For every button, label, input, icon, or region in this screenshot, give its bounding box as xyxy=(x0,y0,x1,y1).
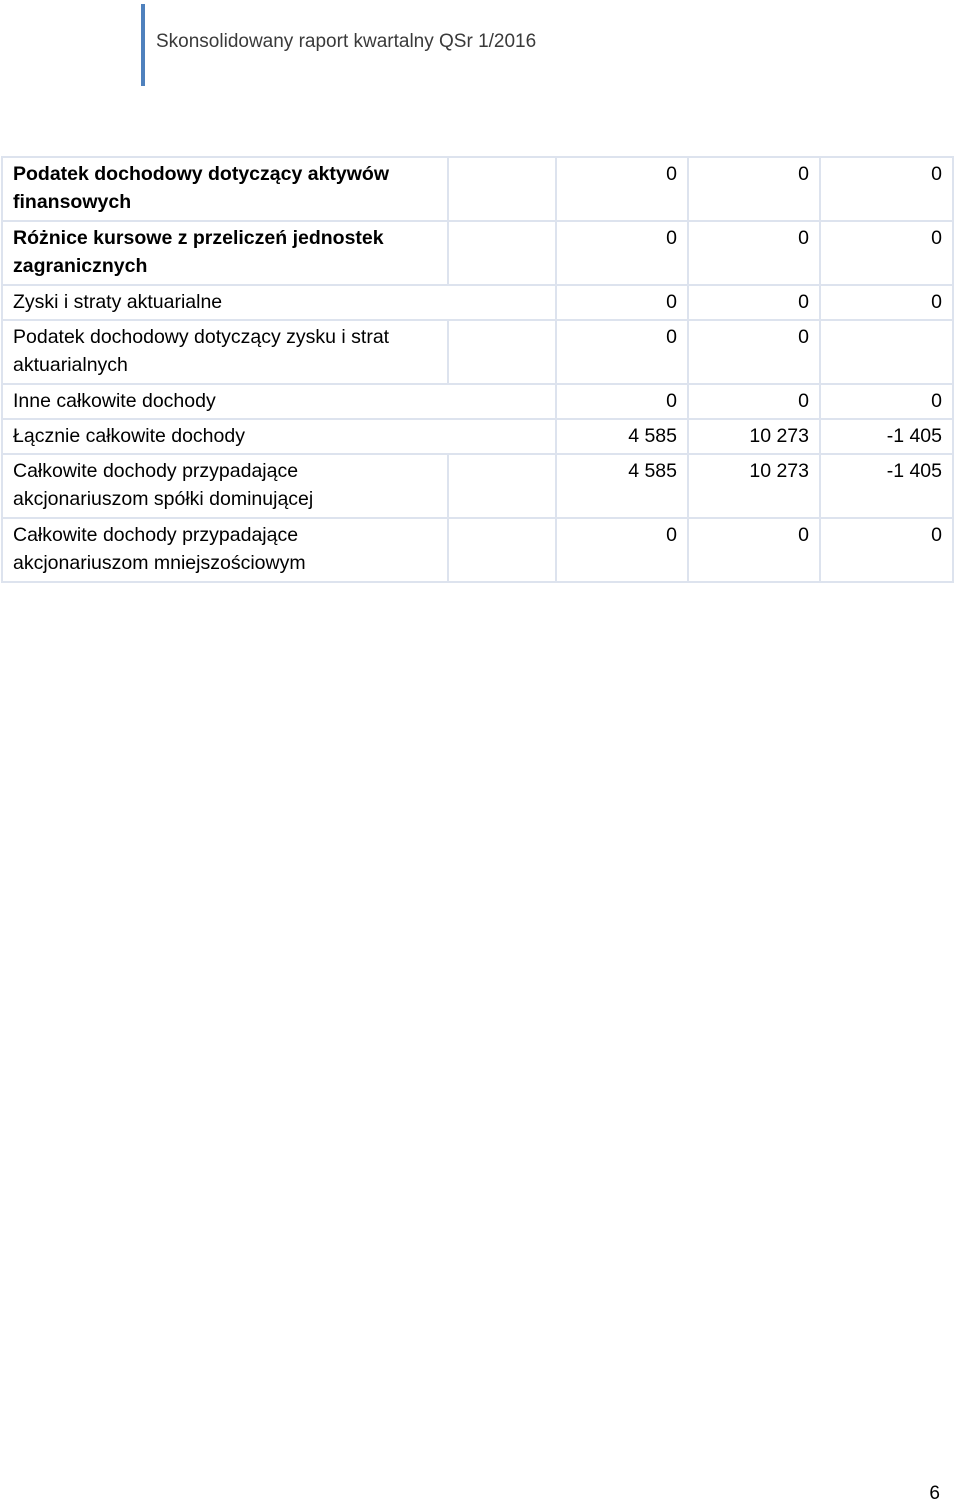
value-cell: 0 xyxy=(556,285,688,320)
value-cell: 0 xyxy=(688,320,820,384)
comprehensive-income-table xyxy=(1,156,954,583)
row-label: Inne całkowite dochody xyxy=(2,384,556,419)
value-cell: 10 273 xyxy=(688,419,820,454)
value-cell: 0 xyxy=(820,285,953,320)
empty-cell xyxy=(448,320,556,384)
table-row xyxy=(2,221,953,285)
row-label: Zyski i straty aktuarialne xyxy=(2,285,556,320)
table-row xyxy=(2,157,953,221)
value-cell: 0 xyxy=(688,285,820,320)
value-cell: 0 xyxy=(688,518,820,582)
table-row xyxy=(2,518,953,582)
value-cell: 0 xyxy=(556,221,688,285)
value-cell: 0 xyxy=(688,221,820,285)
table-row xyxy=(2,454,953,518)
row-label: Całkowite dochody przypadające akcjonariuszom mniejszościowym xyxy=(2,518,448,582)
value-cell: 0 xyxy=(688,384,820,419)
row-label: Podatek dochodowy dotyczący aktywów finansowych xyxy=(2,157,448,221)
row-label: Łącznie całkowite dochody xyxy=(2,419,556,454)
row-label: Podatek dochodowy dotyczący zysku i strat aktuarialnych xyxy=(2,320,448,384)
empty-cell xyxy=(448,221,556,285)
value-cell: 0 xyxy=(820,384,953,419)
row-label: Całkowite dochody przypadające akcjonariuszom spółki dominującej xyxy=(2,454,448,518)
value-cell: 0 xyxy=(820,518,953,582)
empty-cell xyxy=(448,157,556,221)
value-cell: -1 405 xyxy=(820,419,953,454)
value-cell: 0 xyxy=(556,320,688,384)
report-title: Skonsolidowany raport kwartalny QSr 1/2016 xyxy=(156,31,537,52)
empty-cell xyxy=(448,518,556,582)
value-cell xyxy=(820,320,953,384)
row-label: Różnice kursowe z przeliczeń jednostek zagranicznych xyxy=(2,221,448,285)
value-cell: 10 273 xyxy=(688,454,820,518)
value-cell: 0 xyxy=(688,157,820,221)
value-cell: 0 xyxy=(820,157,953,221)
table-row xyxy=(2,285,953,320)
value-cell: 4 585 xyxy=(556,419,688,454)
value-cell: 0 xyxy=(556,157,688,221)
value-cell: -1 405 xyxy=(820,454,953,518)
value-cell: 4 585 xyxy=(556,454,688,518)
table-row xyxy=(2,419,953,454)
value-cell: 0 xyxy=(820,221,953,285)
page-number: 6 xyxy=(929,1483,940,1504)
empty-cell xyxy=(448,454,556,518)
header-accent-bar xyxy=(141,4,145,86)
table-row xyxy=(2,384,953,419)
table-row xyxy=(2,320,953,384)
value-cell: 0 xyxy=(556,384,688,419)
value-cell: 0 xyxy=(556,518,688,582)
